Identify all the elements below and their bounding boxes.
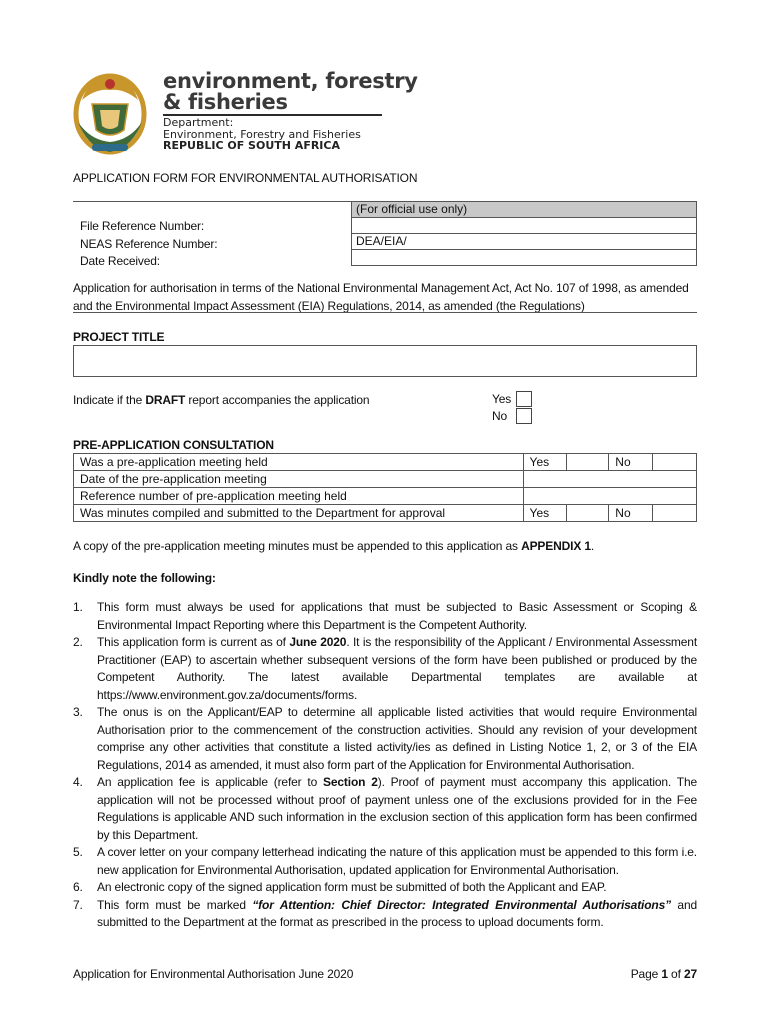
note-text: An electronic copy of the signed application form must be submitted of both the Applicant and EAP. [97, 880, 607, 894]
pre-meeting-yes-checkbox[interactable] [567, 454, 609, 471]
pre-meeting-reference-field[interactable] [523, 488, 696, 505]
appendix-note-bold: APPENDIX 1 [521, 539, 591, 553]
pre-meeting-reference-label: Reference number of pre-application meeting held [74, 488, 524, 505]
pre-meeting-yes-label: Yes [523, 454, 567, 471]
table-row [74, 505, 697, 522]
file-reference-field[interactable] [352, 218, 697, 234]
note-text: and submitted to the Department at the format as prescribed in the process to upload documents form. [97, 897, 697, 929]
note-text: . It is the responsibility of the Applicant / Environmental Assessment Practitioner (EAP) to ascertain whether subsequent versions of the form have been published or produced by the Competent Authority. The latest available Departmental templates are available at https://www.environment.gov.za/documents/forms. [97, 635, 698, 702]
note-number: 3. [73, 705, 83, 719]
intro-divider [73, 312, 697, 313]
pre-meeting-held-label: Was a pre-application meeting held [74, 454, 524, 471]
note-number: 4. [73, 775, 83, 789]
date-received-label: Date Received: [80, 254, 160, 268]
neas-reference-label: NEAS Reference Number: [80, 236, 218, 251]
note-number: 5. [73, 845, 83, 859]
footer-document-name: Application for Environmental Authorisation June 2020 [73, 967, 354, 981]
list-item [73, 634, 697, 704]
project-title-input[interactable] [73, 345, 697, 377]
note-text: This form must be marked [97, 897, 253, 912]
kindly-note-heading: Kindly note the following: [73, 571, 216, 585]
file-reference-label: File Reference Number: [80, 219, 205, 233]
note-text: ). Proof of payment must accompany this application. The application will not be processed without proof of payment unless one of the exclusions provided for in the Fee Regulations is applicable AND such information in the exclusion section of this application form has been confirmed by this Department. [97, 775, 698, 842]
dept-line-3: REPUBLIC OF SOUTH AFRICA [163, 139, 340, 152]
note-bold-italic: “for Attention: Chief Director: Integrated Environmental Authorisations” [252, 897, 671, 912]
pre-application-table [73, 453, 697, 522]
draft-no-label: No [492, 409, 508, 423]
list-item [73, 879, 697, 897]
project-title-label: PROJECT TITLE [73, 330, 165, 344]
pre-meeting-no-label: No [609, 454, 653, 471]
list-item [73, 774, 697, 844]
appendix-note-end: . [590, 539, 595, 553]
footer-of-word: of [667, 967, 684, 981]
note-number: 2. [73, 635, 83, 649]
reference-labels [80, 218, 217, 271]
brand-line-2: & fisheries [163, 90, 288, 114]
note-text: The onus is on the Applicant/EAP to determine all applicable listed activities that would require Environmental Authorisation prior to the commencement of the construction activities. Should any revision of your development comprise any other activities that constitute a listed activity/ies as defined in Listing Notice 1, 2, or 3 of the EIA Regulations, 2014 as amended, it must also form part of the Application for Environmental Authorisation. [97, 705, 697, 772]
draft-no-checkbox[interactable] [516, 408, 532, 424]
pre-meeting-date-label: Date of the pre-application meeting [74, 471, 524, 488]
footer-page-number [600, 966, 697, 984]
note-bold: June 2020 [289, 635, 347, 649]
pre-application-title: PRE-APPLICATION CONSULTATION [73, 438, 274, 452]
draft-yes-label: Yes [492, 392, 512, 406]
note-text: A cover letter on your company letterhead indicating the nature of this application must be appended to this form i.e. new application for Environmental Authorisation, updated application for Environmental Authorisation. [97, 845, 697, 877]
list-item [73, 599, 697, 634]
form-title: APPLICATION FORM FOR ENVIRONMENTAL AUTHORISATION [73, 171, 418, 185]
notes-list [73, 599, 697, 932]
pre-meeting-date-field[interactable] [523, 471, 696, 488]
appendix-note [73, 538, 594, 556]
official-divider [73, 201, 351, 202]
draft-yes-checkbox[interactable] [516, 391, 532, 407]
neas-reference-field[interactable]: DEA/EIA/ [352, 234, 697, 250]
list-item [73, 844, 697, 879]
note-text: This application form is current as of [97, 635, 290, 649]
dept-line-1: Department: [163, 116, 234, 129]
list-item [73, 704, 697, 774]
draft-text-after: report accompanies the application [185, 393, 370, 407]
footer-current-page: 1 [661, 967, 668, 981]
table-row [74, 471, 697, 488]
brand-line-1: environment, forestry [163, 69, 418, 93]
footer-total-pages: 27 [683, 967, 697, 981]
date-received-field[interactable] [352, 250, 697, 266]
minutes-submitted-label: Was minutes compiled and submitted to the Department for approval [74, 505, 524, 522]
minutes-no-label: No [609, 505, 653, 522]
minutes-no-checkbox[interactable] [653, 505, 697, 522]
draft-text-bold: DRAFT [145, 393, 186, 407]
minutes-yes-label: Yes [523, 505, 567, 522]
draft-text-before: Indicate if the [73, 393, 146, 407]
footer-page-word: Page [630, 967, 662, 981]
list-item [73, 897, 697, 932]
official-use-header: (For official use only) [352, 202, 697, 218]
dept-line-2: Environment, Forestry and Fisheries [163, 128, 361, 141]
pre-meeting-no-checkbox[interactable] [653, 454, 697, 471]
official-use-table [351, 201, 697, 266]
coat-of-arms-logo [70, 70, 150, 156]
minutes-yes-checkbox[interactable] [567, 505, 609, 522]
note-number: 1. [73, 600, 83, 614]
note-text: This form must always be used for applications that must be subjected to Basic Assessment or Scoping & Environmental Impact Reporting where this Department is the Competent Authority. [97, 600, 697, 632]
intro-paragraph: Application for authorisation in terms of the National Environmental Management Act, Act No. 107 of 1998, as amended and the Environmental Impact Assessment (EIA) Regulations, 2014, as amended (the Regulations) [73, 281, 689, 313]
table-row [74, 488, 697, 505]
draft-question [73, 392, 369, 410]
appendix-note-text: A copy of the pre-application meeting minutes must be appended to this application as [73, 539, 522, 553]
note-number: 6. [73, 880, 83, 894]
note-number: 7. [73, 897, 83, 912]
table-row [74, 454, 697, 471]
note-bold: Section 2 [323, 775, 378, 789]
note-text: An application fee is applicable (refer to [97, 775, 324, 789]
